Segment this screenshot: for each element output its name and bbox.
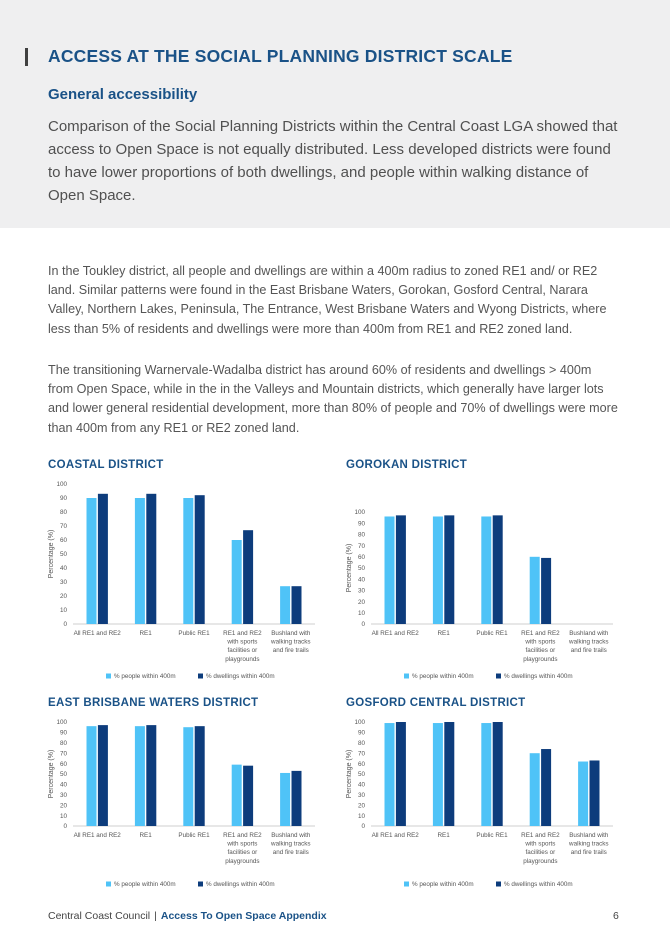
body-paragraph-2: The transitioning Warnervale-Wadalba district has around 60% of residents and dwellings > 400m from Open Space, while in the in the Valleys and Mountain districts, which generally have larger lots and lower general residential development, more than 80% of people and 70% of dwellings were more than 400m from any RE1 or RE2 zoned land. — [48, 363, 618, 435]
bar-people — [385, 723, 395, 826]
legend-swatch — [404, 674, 409, 679]
x-tick-label: Bushland with — [271, 832, 311, 839]
bar-people — [183, 727, 193, 826]
y-tick-label: 10 — [357, 610, 365, 617]
bar-dwellings — [292, 771, 302, 826]
intro-paragraph: Comparison of the Social Planning Districts within the Central Coast LGA showed that access to Open Space is not equally distributed. Less developed districts were found to have lower proportions of both dwellings, and people within walking distance of Open Space. — [48, 118, 618, 204]
legend-label: % people within 400m — [114, 881, 176, 888]
section-subtitle: General accessibility — [48, 86, 198, 103]
x-tick-label: All RE1 and RE2 — [371, 630, 419, 637]
chart-gorokan — [343, 476, 633, 686]
y-axis-label: Percentage (%) — [48, 529, 55, 579]
bar-dwellings — [146, 725, 156, 826]
bar-people — [481, 723, 491, 826]
bar-dwellings — [444, 515, 454, 624]
bar-dwellings — [243, 766, 253, 826]
bar-people — [183, 498, 193, 624]
bar-people — [232, 540, 242, 624]
x-tick-label: RE1 and RE2 — [521, 630, 560, 637]
y-tick-label: 20 — [357, 802, 365, 810]
y-tick-label: 40 — [59, 781, 67, 789]
y-tick-label: 40 — [59, 565, 67, 573]
x-tick-label: and fire trails — [570, 849, 607, 857]
bar-people — [385, 516, 395, 624]
x-tick-label: Public RE1 — [476, 630, 508, 637]
bar-dwellings — [590, 760, 600, 826]
footer-separator: | — [154, 910, 157, 922]
y-tick-label: 30 — [59, 792, 67, 799]
x-tick-label: facilities or — [227, 647, 258, 655]
legend-swatch — [106, 882, 111, 887]
x-tick-label: RE1 — [139, 630, 152, 637]
bar-dwellings — [195, 495, 205, 624]
bar-people — [135, 726, 145, 826]
legend-label: % people within 400m — [114, 673, 176, 680]
y-tick-label: 90 — [59, 495, 67, 503]
footer-document-title: Access To Open Space Appendix — [160, 910, 327, 922]
chart-title-east-brisbane-waters: EAST BRISBANE WATERS DISTRICT — [48, 697, 259, 709]
bar-dwellings — [541, 749, 551, 826]
y-tick-label: 60 — [357, 554, 365, 561]
y-tick-label: 60 — [357, 760, 365, 768]
x-tick-label: and fire trails — [272, 647, 309, 655]
y-tick-label: 80 — [357, 740, 365, 747]
x-tick-label: RE1 — [437, 832, 450, 839]
legend-swatch — [198, 882, 203, 887]
x-tick-label: playgrounds — [523, 655, 558, 663]
y-tick-label: 40 — [357, 576, 365, 584]
y-tick-label: 10 — [357, 812, 365, 820]
legend-label: % dwellings within 400m — [504, 881, 573, 888]
y-tick-label: 70 — [357, 750, 365, 758]
bar-people — [87, 498, 97, 624]
x-tick-label: Public RE1 — [178, 832, 210, 839]
y-tick-label: 90 — [357, 729, 365, 737]
x-tick-label: RE1 and RE2 — [223, 630, 262, 637]
x-tick-label: playgrounds — [225, 655, 260, 663]
bar-dwellings — [493, 722, 503, 826]
chart-title-gorokan: GOROKAN DISTRICT — [346, 459, 468, 471]
x-tick-label: RE1 — [139, 832, 152, 839]
bar-dwellings — [541, 558, 551, 624]
y-tick-label: 10 — [59, 607, 67, 615]
x-tick-label: RE1 and RE2 — [521, 832, 560, 839]
x-tick-label: with sports — [525, 638, 556, 646]
bar-dwellings — [98, 725, 108, 826]
x-tick-label: RE1 and RE2 — [223, 832, 262, 839]
x-tick-label: All RE1 and RE2 — [371, 832, 419, 839]
bar-people — [433, 723, 443, 826]
bar-people — [280, 586, 290, 624]
page-number: 6 — [613, 910, 619, 922]
y-tick-label: 20 — [357, 598, 365, 606]
bar-dwellings — [396, 515, 406, 624]
x-tick-label: walking tracks — [271, 638, 311, 646]
x-tick-label: with sports — [227, 840, 258, 848]
legend-label: % people within 400m — [412, 673, 474, 680]
legend-label: % dwellings within 400m — [206, 673, 275, 680]
x-tick-label: All RE1 and RE2 — [73, 630, 121, 637]
y-tick-label: 100 — [56, 719, 67, 727]
bar-people — [578, 762, 588, 826]
x-tick-label: playgrounds — [225, 857, 260, 865]
x-tick-label: walking tracks — [569, 840, 609, 848]
bar-people — [530, 557, 540, 624]
bar-people — [280, 773, 290, 826]
bar-people — [87, 726, 97, 826]
y-tick-label: 100 — [354, 509, 365, 517]
y-tick-label: 10 — [59, 812, 67, 820]
y-tick-label: 80 — [357, 531, 365, 539]
chart-gosford-central — [343, 714, 633, 894]
bar-dwellings — [444, 722, 454, 826]
footer — [48, 910, 327, 922]
bar-people — [530, 753, 540, 826]
x-tick-label: walking tracks — [569, 638, 609, 646]
y-tick-label: 30 — [357, 587, 365, 595]
y-tick-label: 100 — [354, 719, 365, 727]
y-tick-label: 50 — [59, 551, 67, 559]
page-title: ACCESS AT THE SOCIAL PLANNING DISTRICT SCALE — [48, 46, 513, 66]
bar-dwellings — [243, 530, 253, 624]
x-tick-label: and fire trails — [272, 849, 309, 857]
y-tick-label: 60 — [59, 537, 67, 545]
y-tick-label: 60 — [59, 760, 67, 768]
legend-label: % people within 400m — [412, 881, 474, 888]
legend-label: % dwellings within 400m — [504, 673, 573, 680]
x-tick-label: Bushland with — [271, 630, 311, 637]
y-tick-label: 50 — [59, 771, 67, 779]
bar-people — [135, 498, 145, 624]
x-tick-label: All RE1 and RE2 — [73, 832, 121, 839]
y-tick-label: 0 — [361, 621, 365, 629]
y-tick-label: 20 — [59, 802, 67, 810]
y-tick-label: 80 — [59, 509, 67, 517]
legend-swatch — [496, 882, 501, 887]
chart-title-gosford-central: GOSFORD CENTRAL DISTRICT — [346, 697, 526, 709]
y-tick-label: 80 — [59, 740, 67, 747]
x-tick-label: Public RE1 — [178, 630, 210, 637]
x-tick-label: playgrounds — [523, 857, 558, 865]
x-tick-label: walking tracks — [271, 840, 311, 848]
x-tick-label: and fire trails — [570, 647, 607, 655]
y-tick-label: 0 — [361, 823, 365, 831]
bar-dwellings — [98, 494, 108, 624]
footer-org: Central Coast Council — [48, 910, 151, 922]
x-tick-label: facilities or — [227, 849, 258, 857]
legend-swatch — [404, 882, 409, 887]
bar-dwellings — [292, 586, 302, 624]
legend-swatch — [198, 674, 203, 679]
legend-swatch — [496, 674, 501, 679]
bar-dwellings — [195, 726, 205, 826]
y-tick-label: 0 — [63, 621, 67, 629]
chart-east-brisbane-waters — [45, 714, 335, 894]
y-tick-label: 30 — [357, 792, 365, 799]
title-accent-bar — [25, 48, 28, 66]
y-tick-label: 20 — [59, 593, 67, 601]
y-tick-label: 90 — [59, 729, 67, 737]
y-axis-label: Percentage (%) — [346, 749, 353, 799]
y-tick-label: 0 — [63, 823, 67, 831]
y-tick-label: 70 — [59, 523, 67, 531]
x-tick-label: Public RE1 — [476, 832, 508, 839]
x-tick-label: Bushland with — [569, 832, 609, 839]
y-tick-label: 70 — [357, 542, 365, 550]
y-axis-label: Percentage (%) — [48, 749, 55, 799]
chart-title-coastal: COASTAL DISTRICT — [48, 459, 164, 471]
chart-coastal — [45, 476, 335, 686]
y-tick-label: 70 — [59, 750, 67, 758]
x-tick-label: facilities or — [525, 647, 556, 655]
y-tick-label: 40 — [357, 781, 365, 789]
x-tick-label: facilities or — [525, 849, 556, 857]
x-tick-label: with sports — [227, 638, 258, 646]
body-paragraph-1: In the Toukley district, all people and dwellings are within a 400m radius to zoned RE1 and/ or RE2 land. Similar patterns were found in the East Brisbane Waters, Gorokan, Gosford Central, Narara Valley, Northern Lakes, Peninsula, The Entrance, West Brisbane Waters and Wyong Districts, where less than 5% of residents and dwellings were more than 400m from RE1 and RE2 zoned land. — [48, 264, 607, 336]
bar-dwellings — [146, 494, 156, 624]
bar-people — [232, 765, 242, 826]
bar-dwellings — [396, 722, 406, 826]
bar-dwellings — [493, 515, 503, 624]
legend-label: % dwellings within 400m — [206, 881, 275, 888]
y-tick-label: 30 — [59, 579, 67, 587]
bar-people — [433, 516, 443, 624]
x-tick-label: with sports — [525, 840, 556, 848]
y-axis-label: Percentage (%) — [346, 543, 353, 593]
legend-swatch — [106, 674, 111, 679]
x-tick-label: RE1 — [437, 630, 450, 637]
y-tick-label: 90 — [357, 520, 365, 528]
y-tick-label: 100 — [56, 481, 67, 489]
bar-people — [481, 516, 491, 624]
y-tick-label: 50 — [357, 771, 365, 779]
x-tick-label: Bushland with — [569, 630, 609, 637]
y-tick-label: 50 — [357, 565, 365, 573]
